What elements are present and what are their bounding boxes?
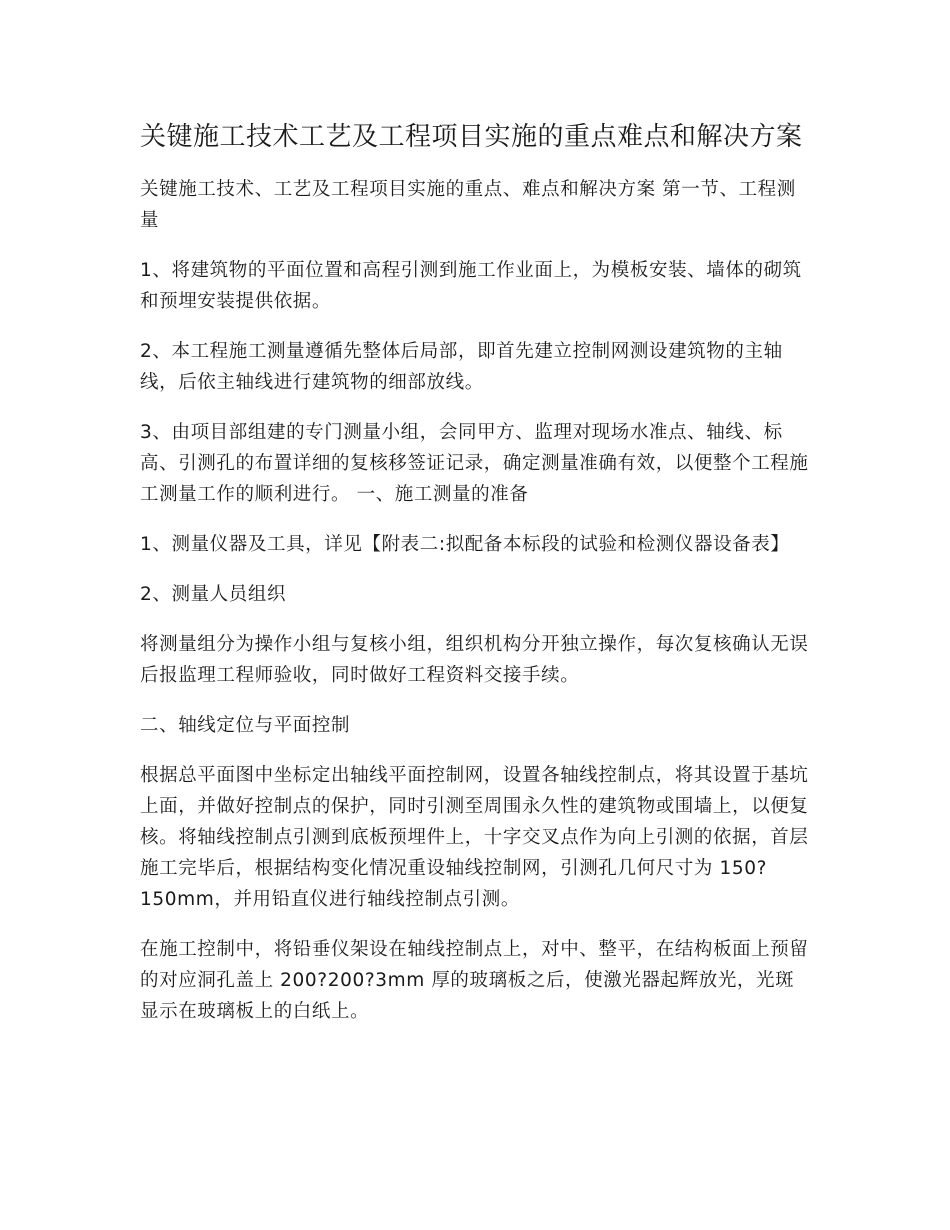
paragraph-staff: 2、测量人员组织 [140,584,287,605]
paragraph-staff-detail: 将测量组分为操作小组与复核小组，组织机构分开独立操作，每次复核确认无误后报监理工程师验收，同时做好工程资料交接手续。 [140,634,809,686]
paragraph-1: 1、将建筑物的平面位置和高程引测到施工作业面上，为模板安装、墙体的砌筑和预埋安装提供依据。 [140,260,802,312]
document-page [140,118,812,1046]
paragraph-intro: 关键施工技术、工艺及工程项目实施的重点、难点和解决方案 第一节、工程测量 [140,179,796,231]
document-title: 关键施工技术工艺及工程项目实施的重点难点和解决方案 [140,122,803,152]
section-heading-axis: 二、轴线定位与平面控制 [140,715,351,736]
paragraph-plumb-control: 在施工控制中，将铅垂仪架设在轴线控制点上，对中、整平，在结构板面上预留的对应洞孔盖上 200?200?3mm 厚的玻璃板之后，使激光器起辉放光，光斑显示在玻璃板上的白纸上。 [140,939,809,1022]
paragraph-2: 2、本工程施工测量遵循先整体后局部，即首先建立控制网测设建筑物的主轴线，后依主轴线进行建筑物的细部放线。 [140,341,783,393]
paragraph-3: 3、由项目部组建的专门测量小组，会同甲方、监理对现场水准点、轴线、标高、引测孔的布置详细的复核移签证记录，确定测量准确有效，以便整个工程施工测量工作的顺利进行。 一、施工测量的准备 [140,422,809,505]
paragraph-axis-network: 根据总平面图中坐标定出轴线平面控制网，设置各轴线控制点，将其设置于基坑上面，并做好控制点的保护，同时引测至周围永久性的建筑物或围墙上，以便复核。将轴线控制点引测到底板预埋件上，十字交叉点作为向上引测的依据，首层施工完毕后，根据结构变化情况重设轴线控制网，引测孔几何尺寸为 150?150mm，并用铅直仪进行轴线控制点引测。 [140,765,809,910]
paragraph-instruments: 1、测量仪器及工具，详见【附表二:拟配备本标段的试验和检测仪器设备表】 [140,534,790,555]
